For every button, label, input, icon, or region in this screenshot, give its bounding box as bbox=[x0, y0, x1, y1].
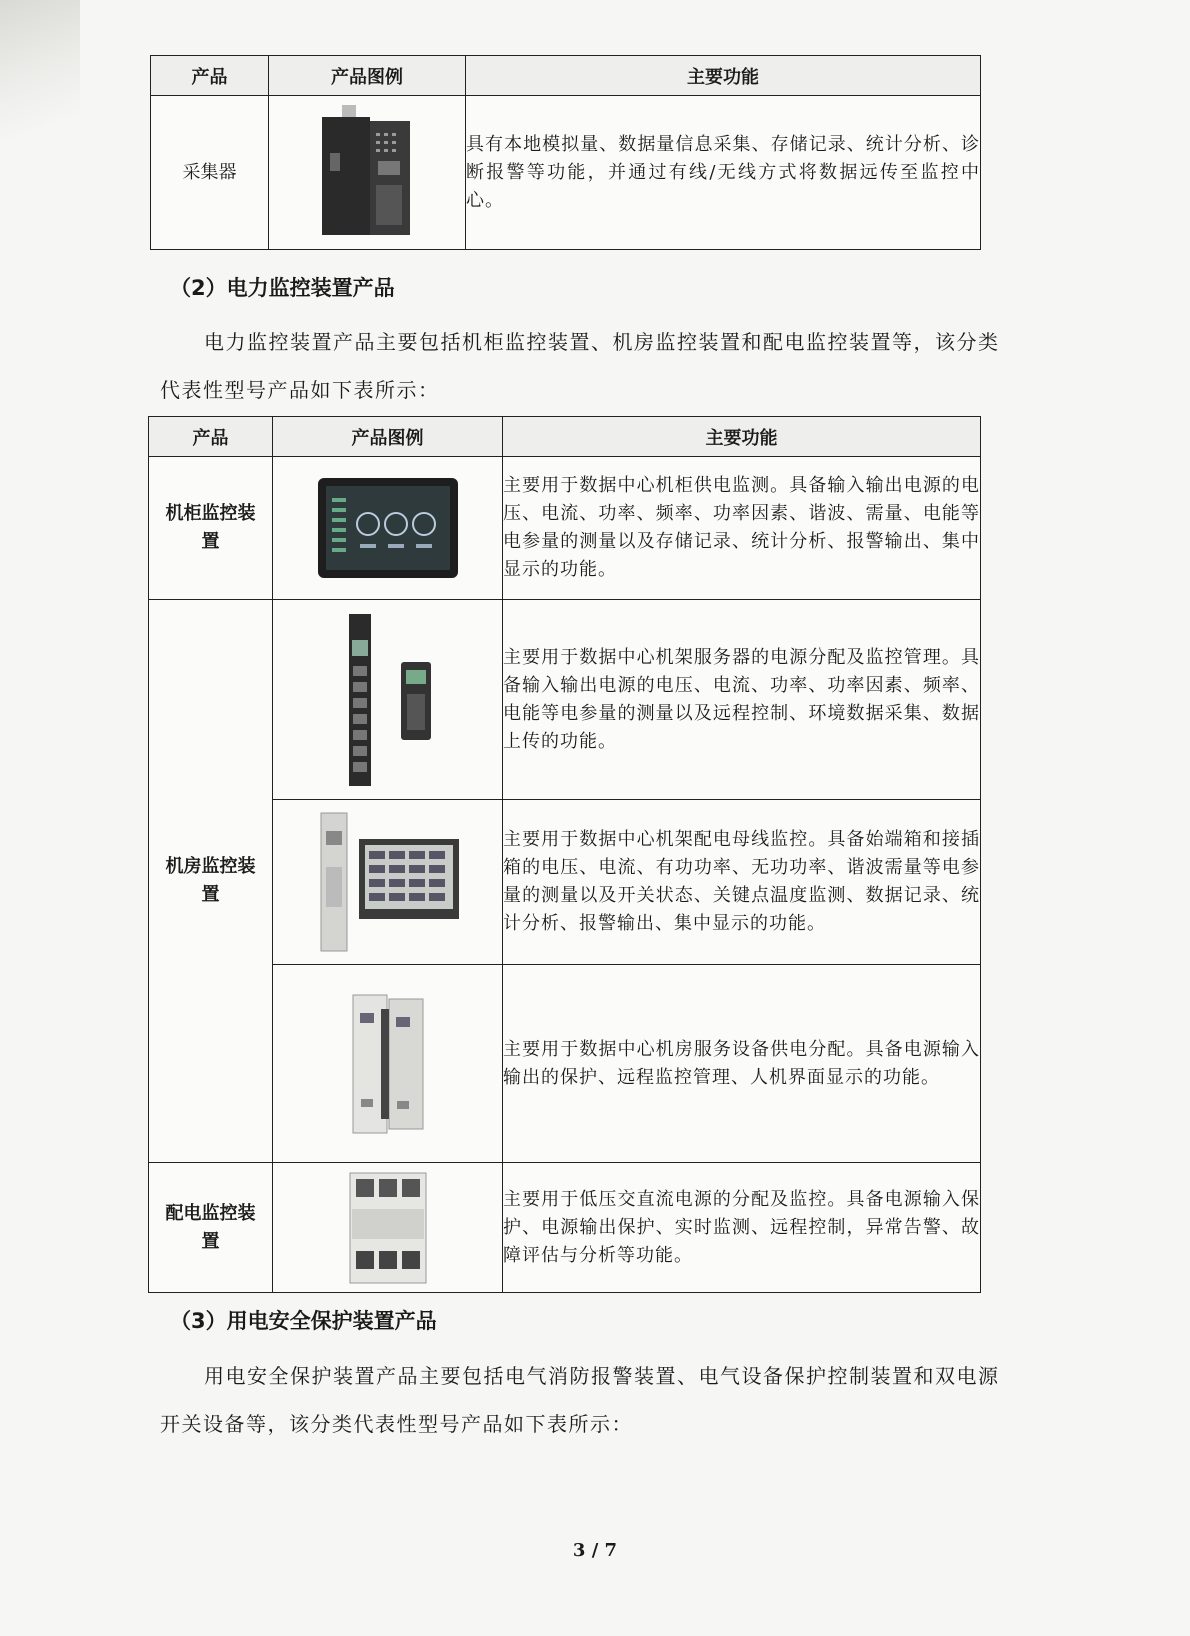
pdu-image bbox=[273, 600, 503, 800]
product-function: 主要用于数据中心机架配电母线监控。具备始端箱和接插箱的电压、电流、有功功率、无功功率、谐波需量等电参量的测量以及开关状态、关键点温度监测、数据记录、统计分析、报警输出、集中显示的功能。 bbox=[503, 800, 981, 965]
section-paragraph-safety bbox=[160, 1352, 1020, 1448]
breaker-image bbox=[273, 1163, 503, 1293]
table-row bbox=[149, 457, 981, 600]
product-function: 主要用于数据中心机柜供电监测。具备输入输出电源的电压、电流、功率、频率、功率因素、谐波、需量、电能等电参量的测量以及存储记录、统计分析、报警输出、集中显示的功能。 bbox=[503, 457, 981, 600]
cabinet-monitor-image bbox=[273, 457, 503, 600]
header-function: 主要功能 bbox=[466, 56, 981, 96]
section-heading-safety: （3）用电安全保护装置产品 bbox=[170, 1309, 437, 1333]
table-row bbox=[149, 800, 981, 965]
product-function: 主要用于低压交直流电源的分配及监控。具备电源输入保护、电源输出保护、实时监测、远程控制，异常告警、故障评估与分析等功能。 bbox=[503, 1163, 981, 1293]
table-row bbox=[149, 965, 981, 1163]
paragraph-text: 电力监控装置产品主要包括机柜监控装置、机房监控装置和配电监控装置等，该分类代表性型号产品如下表所示： bbox=[160, 330, 1000, 402]
product-name: 配电监控装置 bbox=[149, 1163, 273, 1293]
product-name: 机房监控装置 bbox=[149, 600, 273, 1163]
paragraph-text: 用电安全保护装置产品主要包括电气消防报警装置、电气设备保护控制装置和双电源开关设备等，该分类代表性型号产品如下表所示： bbox=[160, 1364, 1000, 1436]
table-row bbox=[151, 96, 981, 250]
product-table-power-monitor bbox=[148, 416, 981, 1293]
product-function: 具有本地模拟量、数据量信息采集、存储记录、统计分析、诊断报警等功能，并通过有线/无线方式将数据远传至监控中心。 bbox=[466, 96, 981, 250]
header-product: 产品 bbox=[149, 417, 273, 457]
header-image: 产品图例 bbox=[273, 417, 503, 457]
product-function: 主要用于数据中心机架服务器的电源分配及监控管理。具备输入输出电源的电压、电流、功率、功率因素、频率、电能等电参量的测量以及远程控制、环境数据采集、数据上传的功能。 bbox=[503, 600, 981, 800]
page-number: 3 / 7 bbox=[572, 1540, 618, 1561]
section-paragraph-power-monitor bbox=[160, 318, 1020, 414]
power-cabinet-image bbox=[273, 965, 503, 1163]
table-row bbox=[149, 1163, 981, 1293]
header-image: 产品图例 bbox=[269, 56, 466, 96]
product-table-collector bbox=[150, 55, 981, 250]
product-name: 采集器 bbox=[151, 96, 269, 250]
busway-monitor-image bbox=[273, 800, 503, 965]
page-corner-shadow bbox=[0, 0, 80, 180]
header-product: 产品 bbox=[151, 56, 269, 96]
table-row bbox=[149, 600, 981, 800]
product-function: 主要用于数据中心机房服务设备供电分配。具备电源输入输出的保护、远程监控管理、人机界面显示的功能。 bbox=[503, 965, 981, 1163]
data-collector-image bbox=[269, 96, 466, 250]
section-heading-power-monitor: （2）电力监控装置产品 bbox=[170, 276, 395, 300]
header-function: 主要功能 bbox=[503, 417, 981, 457]
product-name: 机柜监控装置 bbox=[149, 457, 273, 600]
